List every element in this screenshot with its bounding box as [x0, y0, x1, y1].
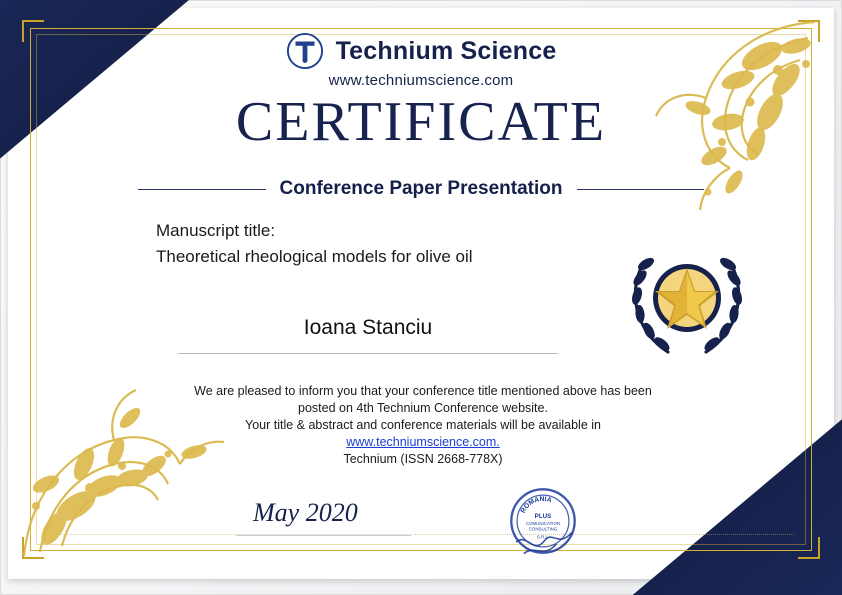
brand-row [286, 32, 557, 70]
svg-text:ROMANIA: ROMANIA [519, 495, 553, 515]
corner-ornament-bottom-left [22, 537, 44, 559]
website-link[interactable]: www.techniumscience.com. [346, 435, 500, 449]
svg-text:COMUNICATION: COMUNICATION [525, 520, 561, 526]
recipient-name: Ioana Stanciu [303, 316, 433, 339]
brand-header [8, 32, 834, 89]
svg-text:CONSULTING: CONSULTING [528, 526, 558, 532]
gold-star-laurel-emblem-icon [622, 236, 752, 366]
body-line-1: We are pleased to inform you that your conference title mentioned above has been [194, 384, 652, 398]
recipient-underline [178, 353, 558, 354]
body-line-2: posted on 4th Technium Conference website. [298, 401, 548, 415]
brand-website: www.techniumscience.com [328, 72, 514, 89]
subtitle-rule-right [577, 189, 705, 190]
body-paragraph [158, 383, 688, 468]
company-round-stamp-icon [495, 473, 591, 569]
brand-name: Technium Science [335, 36, 557, 65]
date-underline [236, 535, 411, 536]
svg-text:PLUS: PLUS [534, 513, 552, 521]
subtitle-rule-left [138, 189, 266, 190]
certificate-board [8, 8, 834, 579]
manuscript-title: Theoretical rheological models for olive oil [156, 247, 473, 266]
page-title: CERTIFICATE [235, 91, 607, 153]
manuscript-block [156, 218, 473, 270]
subtitle-row [138, 178, 704, 200]
technium-t-logo-icon [286, 32, 324, 70]
svg-text:S.R.L.: S.R.L. [536, 534, 550, 540]
certificate-subtitle: Conference Paper Presentation [279, 178, 563, 199]
corner-ornament-bottom-right [798, 537, 820, 559]
issue-date: May 2020 [253, 498, 358, 527]
bottom-dotted-rule [48, 533, 794, 535]
body-line-4: Technium (ISSN 2668-778X) [343, 452, 503, 466]
manuscript-label: Manuscript title: [156, 221, 276, 240]
body-line-3: Your title & abstract and conference materials will be available in [245, 418, 601, 432]
